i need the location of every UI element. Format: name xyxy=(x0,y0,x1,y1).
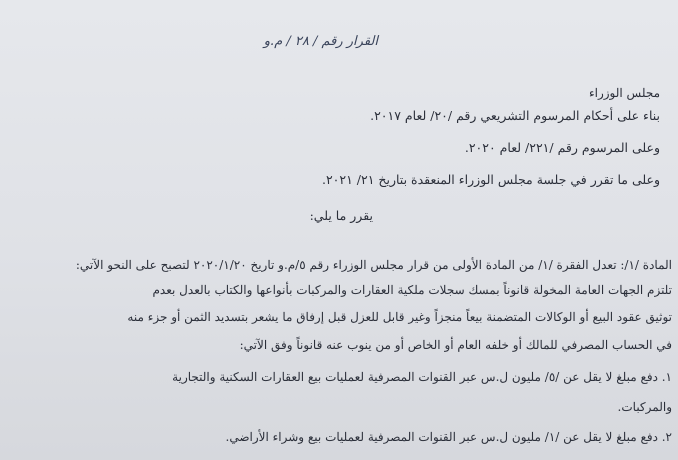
article-1: المادة /١/: تعدل الفقرة /١/ من المادة الأولى من قرار مجلس الوزراء رقم ٥/م.و تاريخ ٢٠٢٠/١/٢٠ لتصبح على النحو الآتي: xyxy=(75,258,672,272)
based-on-line: بناء على أحكام المرسوم التشريعي رقم /٢٠/ لعام ٢٠١٧. xyxy=(370,108,660,123)
list-item-1-continued: والمركبات. xyxy=(617,400,672,414)
list-item-1: ١. دفع مبلغ لا يقل عن /٥/ مليون ل.س عبر القنوات المصرفية لعمليات بيع العقارات السكنية والتجارية xyxy=(172,370,672,384)
paragraph-line-1: تلتزم الجهات العامة المخولة قانوناً بمسك سجلات ملكية العقارات والمركبات بأنواعها والكتاب بالعدل بعدم xyxy=(152,283,672,297)
paragraph-line-2: توثيق عقود البيع أو الوكالات المتضمنة بيعاً منجزاً وغير قابل للعزل قبل إرفاق ما يشعر بتسديد الثمن أو جزء منه xyxy=(127,310,672,324)
decree-line: وعلى المرسوم رقم /٢٢١/ لعام ٢٠٢٠. xyxy=(464,140,660,155)
list-item-2: ٢. دفع مبلغ لا يقل عن /١/ مليون ل.س عبر القنوات المصرفية لعمليات بيع وشراء الأراضي. xyxy=(225,430,672,444)
paragraph-line-3: في الحساب المصرفي للمالك أو خلفه العام أو الخاص أو من ينوب عنه قانوناً وفق الآتي: xyxy=(239,338,672,352)
decision-number: القرار رقم / ٢٨ / م.و xyxy=(263,34,378,49)
decides-line: يقرر ما يلي: xyxy=(309,208,373,223)
session-line: وعلى ما تقرر في جلسة مجلس الوزراء المنعقدة بتاريخ ٢١/ ٢٠٢١. xyxy=(321,172,660,187)
council-heading: مجلس الوزراء xyxy=(588,86,660,100)
